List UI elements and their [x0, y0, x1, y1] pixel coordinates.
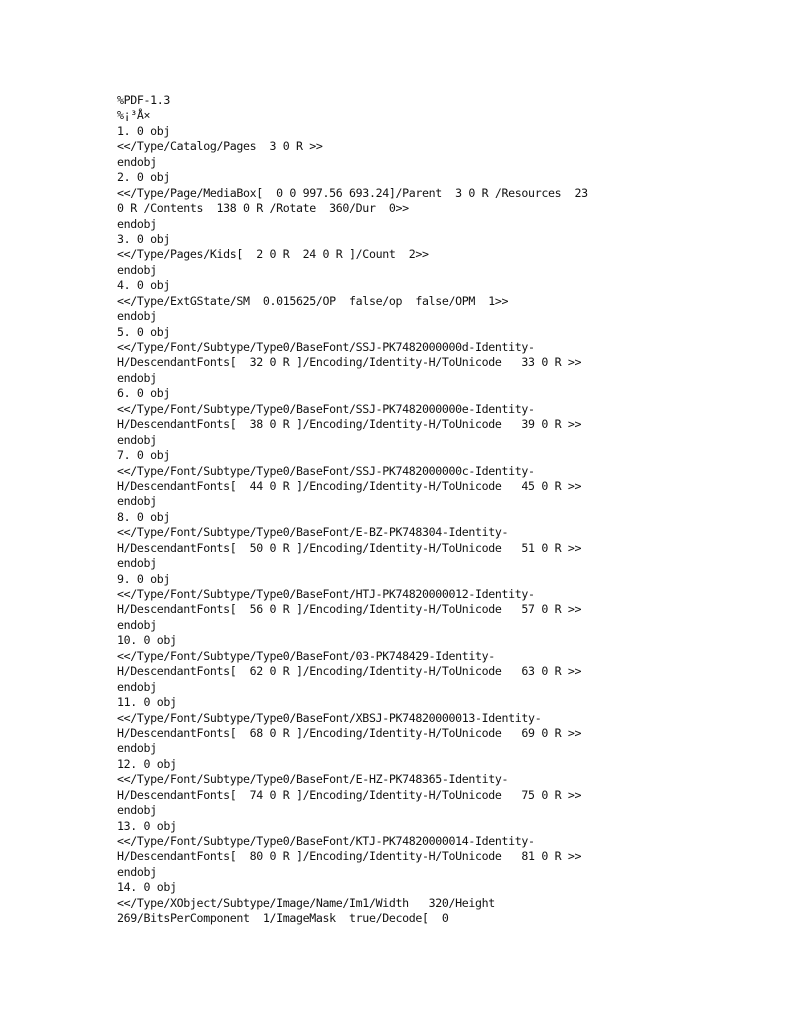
text-line: 9. 0 obj — [117, 571, 171, 586]
text-line: <</Type/Pages/Kids[ 2 0 R 24 0 R ]/Count 2>> — [117, 247, 429, 262]
text-line: <</Type/Font/Subtype/Type0/BaseFont/SSJ-PK7482000000d-Identity- — [117, 340, 535, 354]
text-line: endobj — [117, 309, 157, 324]
pdf-source-text — [117, 93, 777, 927]
text-line: %PDF-1.3 — [117, 93, 171, 107]
text-line: endobj — [117, 154, 157, 169]
text-line: endobj — [117, 864, 157, 879]
text-line: endobj — [117, 494, 157, 509]
text-line: H/DescendantFonts[ 80 0 R ]/Encoding/Identity-H/ToUnicode 81 0 R >> — [117, 849, 582, 864]
text-line: 3. 0 obj — [117, 231, 171, 246]
text-line: <</Type/Font/Subtype/Type0/BaseFont/SSJ-PK7482000000e-Identity- — [117, 401, 535, 416]
text-line: <</Type/Font/Subtype/Type0/BaseFont/SSJ-PK7482000000c-Identity- — [117, 463, 535, 478]
text-line: <</Type/Font/Subtype/Type0/BaseFont/XBSJ-PK74820000013-Identity- — [117, 710, 542, 725]
text-line: H/DescendantFonts[ 44 0 R ]/Encoding/Identity-H/ToUnicode 45 0 R >> — [117, 478, 582, 493]
text-line: H/DescendantFonts[ 74 0 R ]/Encoding/Identity-H/ToUnicode 75 0 R >> — [117, 787, 582, 802]
text-line: endobj — [117, 432, 157, 447]
text-line: endobj — [117, 741, 157, 756]
text-line: 0 R /Contents 138 0 R /Rotate 360/Dur 0>> — [117, 201, 409, 216]
text-line: 14. 0 obj — [117, 880, 177, 895]
text-line: endobj — [117, 262, 157, 277]
text-line: <</Type/Font/Subtype/Type0/BaseFont/03-PK748429-Identity- — [117, 648, 495, 663]
text-line: 10. 0 obj — [117, 633, 177, 648]
text-line: <</Type/Font/Subtype/Type0/BaseFont/KTJ-PK74820000014-Identity- — [117, 834, 535, 848]
text-line: <</Type/Font/Subtype/Type0/BaseFont/E-HZ-PK748365-Identity- — [117, 772, 509, 787]
text-line: H/DescendantFonts[ 38 0 R ]/Encoding/Identity-H/ToUnicode 39 0 R >> — [117, 417, 582, 432]
text-line: H/DescendantFonts[ 50 0 R ]/Encoding/Identity-H/ToUnicode 51 0 R >> — [117, 540, 582, 555]
text-line: <</Type/Font/Subtype/Type0/BaseFont/E-BZ-PK748304-Identity- — [117, 525, 509, 540]
text-line: <</Type/Page/MediaBox[ 0 0 997.56 693.24]/Parent 3 0 R /Resources 23 — [117, 185, 588, 200]
text-line: 12. 0 obj — [117, 756, 177, 771]
text-line: 8. 0 obj — [117, 509, 171, 524]
text-line: H/DescendantFonts[ 56 0 R ]/Encoding/Identity-H/ToUnicode 57 0 R >> — [117, 602, 582, 617]
text-line: 4. 0 obj — [117, 278, 171, 293]
text-line: 11. 0 obj — [117, 695, 177, 710]
text-line: 6. 0 obj — [117, 386, 171, 401]
text-line: H/DescendantFonts[ 62 0 R ]/Encoding/Identity-H/ToUnicode 63 0 R >> — [117, 664, 582, 679]
text-line: endobj — [117, 617, 157, 632]
text-line: <</Type/Font/Subtype/Type0/BaseFont/HTJ-PK74820000012-Identity- — [117, 587, 535, 601]
text-line: %¡³Å× — [117, 108, 151, 123]
text-line: 1. 0 obj — [117, 123, 171, 138]
text-line: 2. 0 obj — [117, 170, 171, 185]
text-line: 5. 0 obj — [117, 324, 171, 339]
text-line: endobj — [117, 370, 157, 385]
text-line: endobj — [117, 556, 157, 571]
text-line: 13. 0 obj — [117, 818, 177, 833]
text-line: <</Type/ExtGState/SM 0.015625/OP false/op false/OPM 1>> — [117, 293, 509, 308]
text-line: 269/BitsPerComponent 1/ImageMask true/Decode[ 0 — [117, 911, 449, 926]
text-line: endobj — [117, 803, 157, 818]
text-line: endobj — [117, 679, 157, 694]
text-line: endobj — [117, 216, 157, 231]
text-line: <</Type/Catalog/Pages 3 0 R >> — [117, 139, 323, 154]
text-line: <</Type/XObject/Subtype/Image/Name/Im1/Width 320/Height — [117, 895, 495, 910]
text-line: 7. 0 obj — [117, 448, 171, 463]
text-line: H/DescendantFonts[ 32 0 R ]/Encoding/Identity-H/ToUnicode 33 0 R >> — [117, 355, 582, 370]
text-line: H/DescendantFonts[ 68 0 R ]/Encoding/Identity-H/ToUnicode 69 0 R >> — [117, 725, 582, 740]
